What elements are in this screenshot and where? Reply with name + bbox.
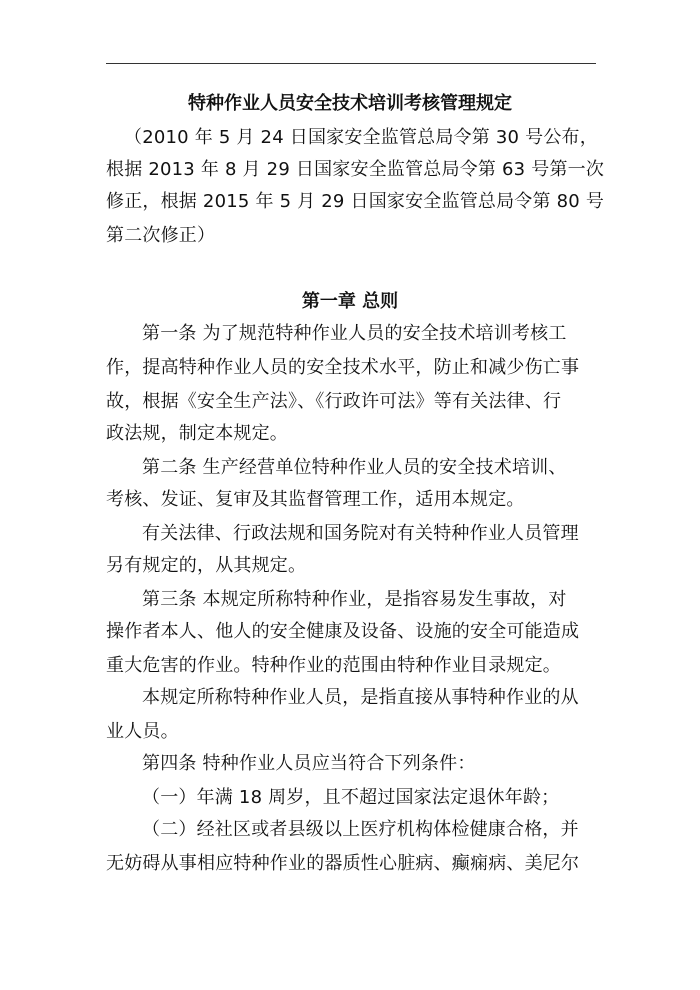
list-item-2: （二）经社区或者县级以上医疗机构体检健康合格，并 xyxy=(142,819,579,840)
list-item-2-continued: 无妨碍从事相应特种作业的器质性心脏病、癫痫病、美尼尔 xyxy=(106,853,580,874)
article-1-line: 故，根据《安全生产法》、《行政许可法》等有关法律、行 xyxy=(106,391,562,412)
article-1-line: 第一条 为了规范特种作业人员的安全技术培训考核工 xyxy=(142,323,567,344)
chapter-title: 第一章 总则 xyxy=(301,291,399,312)
article-3-line: 第三条 本规定所称特种作业，是指容易发生事故，对 xyxy=(142,589,567,610)
paragraph-line: 本规定所称特种作业人员，是指直接从事特种作业的从 xyxy=(142,687,579,708)
article-1-line: 政法规，制定本规定。 xyxy=(106,423,288,444)
list-item-1: （一）年满 18 周岁，且不超过国家法定退休年龄； xyxy=(142,787,560,808)
article-2-line: 考核、发证、复审及其监督管理工作，适用本规定。 xyxy=(106,489,525,510)
paragraph-line: 另有规定的，从其规定。 xyxy=(106,555,307,576)
preamble-line: 根据 2013 年 8 月 29 日国家安全监管总局令第 63 号第一次 xyxy=(106,159,605,180)
header-rule xyxy=(106,63,596,64)
paragraph-line: 业人员。 xyxy=(106,721,179,742)
preamble-line: 修正，根据 2015 年 5 月 29 日国家安全监管总局令第 80 号 xyxy=(106,191,605,212)
article-1-line: 作，提高特种作业人员的安全技术水平，防止和减少伤亡事 xyxy=(106,357,580,378)
preamble-line: （2010 年 5 月 24 日国家安全监管总局令第 30 号公布， xyxy=(124,127,598,148)
preamble-line: 第二次修正） xyxy=(106,225,216,246)
document-title: 特种作业人员安全技术培训考核管理规定 xyxy=(188,93,512,114)
paragraph-line: 有关法律、行政法规和国务院对有关特种作业人员管理 xyxy=(142,523,579,544)
article-2-line: 第二条 生产经营单位特种作业人员的安全技术培训、 xyxy=(142,457,567,478)
article-3-line: 重大危害的作业。特种作业的范围由特种作业目录规定。 xyxy=(106,655,561,676)
article-3-line: 操作者本人、他人的安全健康及设备、设施的安全可能造成 xyxy=(106,621,580,642)
article-4-line: 第四条 特种作业人员应当符合下列条件： xyxy=(142,753,476,774)
